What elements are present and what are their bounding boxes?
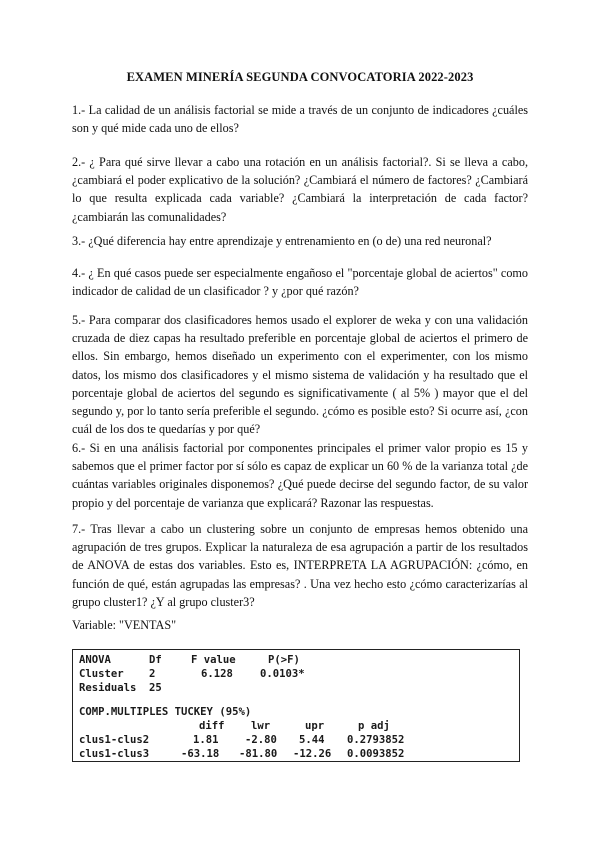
- tukey-header-cell: p adj: [358, 720, 390, 732]
- tukey-cell: 0.0093852: [347, 748, 405, 760]
- question-1: 1.- La calidad de un análisis factorial se mide a través de un conjunto de indicadores ¿cuáles son y qué mide cada uno de ellos?: [72, 103, 528, 136]
- anova-header-cell: F value: [191, 654, 236, 666]
- tukey-cell: -12.26: [293, 748, 332, 760]
- tukey-title: COMP.MULTIPLES TUCKEY (95%): [79, 706, 252, 718]
- tukey-cell: -81.80: [239, 748, 278, 760]
- tukey-cell: 0.2793852: [347, 734, 405, 746]
- tukey-header-cell: lwr: [251, 720, 271, 732]
- variable-label: Variable: "VENTAS": [72, 618, 177, 632]
- question-7: 7.- Tras llevar a cabo un clustering sobre un conjunto de empresas hemos obtenido una agrupación de tres grupos. Explicar la naturaleza de esa agrupación a partir de los resultados de ANOVA de estas dos variables. Esto es, INTERPRETA LA AGRUPACIÓN: ¿cómo, en función de qué, están agrupadas las empresas? . Una vez hecho esto ¿cómo caracterizarías al grupo cluster1? ¿Y al grupo cluster3?: [72, 522, 528, 609]
- tukey-cell: clus1-clus3: [79, 748, 150, 760]
- tukey-cell: -63.18: [181, 748, 220, 760]
- exam-title: EXAMEN MINERÍA SEGUNDA CONVOCATORIA 2022-2023: [126, 70, 474, 84]
- anova-header-cell: Df: [149, 654, 162, 666]
- anova-row-residuals: [79, 682, 162, 696]
- tukey-cell: clus1-clus2: [79, 734, 150, 746]
- tukey-header-cell: diff: [199, 720, 225, 732]
- question-6: 6.- Si en una análisis factorial por componentes principales el primer valor propio es 15 y sabemos que el primer factor por sí sólo es capaz de explicar un 60 % de la varianza total ¿de cuántas variables originales disponemos? ¿Qué puede decirse del segundo factor, de su valor propio y del porcentaje de varianza que explicará? Razonar las respuestas.: [72, 441, 528, 510]
- anova-cell: 25: [149, 682, 162, 694]
- anova-cell: Residuals: [79, 682, 137, 694]
- tukey-row: [79, 748, 405, 762]
- tukey-cell: 5.44: [299, 734, 325, 746]
- anova-header-cell: P(>F): [268, 654, 300, 666]
- tukey-cell: 1.81: [193, 734, 219, 746]
- anova-output-box: [72, 649, 520, 762]
- anova-cell: Cluster: [79, 668, 124, 680]
- anova-row-cluster: [79, 668, 305, 682]
- question-2: 2.- ¿ Para qué sirve llevar a cabo una rotación en un análisis factorial?. Si se lleva a cabo, ¿cambiará el poder explicativo de la solución? ¿Cambiará el número de factores? ¿Cambiará lo que resulta explicada cada variable? ¿Cambiará la interpretación de cada factor? ¿cambiarán las comunalidades?: [72, 155, 528, 224]
- question-3: 3.- ¿Qué diferencia hay entre aprendizaje y entrenamiento en (o de) una red neuronal?: [72, 234, 492, 248]
- anova-cell: 2: [149, 668, 156, 680]
- question-4: 4.- ¿ En qué casos puede ser especialmente engañoso el "porcentaje global de aciertos" como indicador de calidad de un clasificador ? y ¿por qué razón?: [72, 266, 528, 299]
- question-5: 5.- Para comparar dos clasificadores hemos usado el explorer de weka y con una validación cruzada de diez capas ha resultado preferible en porcentaje global de aciertos el primero de ellos. Sin embargo, hemos diseñado un experimento con el experimenter, con los mismo datos, los mismo dos clasificadores y el mismo sistema de validación y ha resultado que el porcentaje global de aciertos del segundo es significativamente ( al 5% ) mayor que el del segundo y, por lo tanto sería preferible el segundo. ¿cómo es posible esto? Si ocurre así, ¿con cuál de los dos te quedarías y por qué?: [72, 313, 528, 437]
- tukey-cell: -2.80: [245, 734, 277, 746]
- tukey-header-row: [79, 720, 390, 734]
- tukey-header-cell: upr: [305, 720, 325, 732]
- tukey-row: [79, 734, 405, 748]
- anova-cell: 0.0103*: [260, 668, 305, 680]
- anova-header-cell: ANOVA: [79, 654, 111, 666]
- anova-header-row: [79, 654, 300, 668]
- anova-cell: 6.128: [201, 668, 233, 680]
